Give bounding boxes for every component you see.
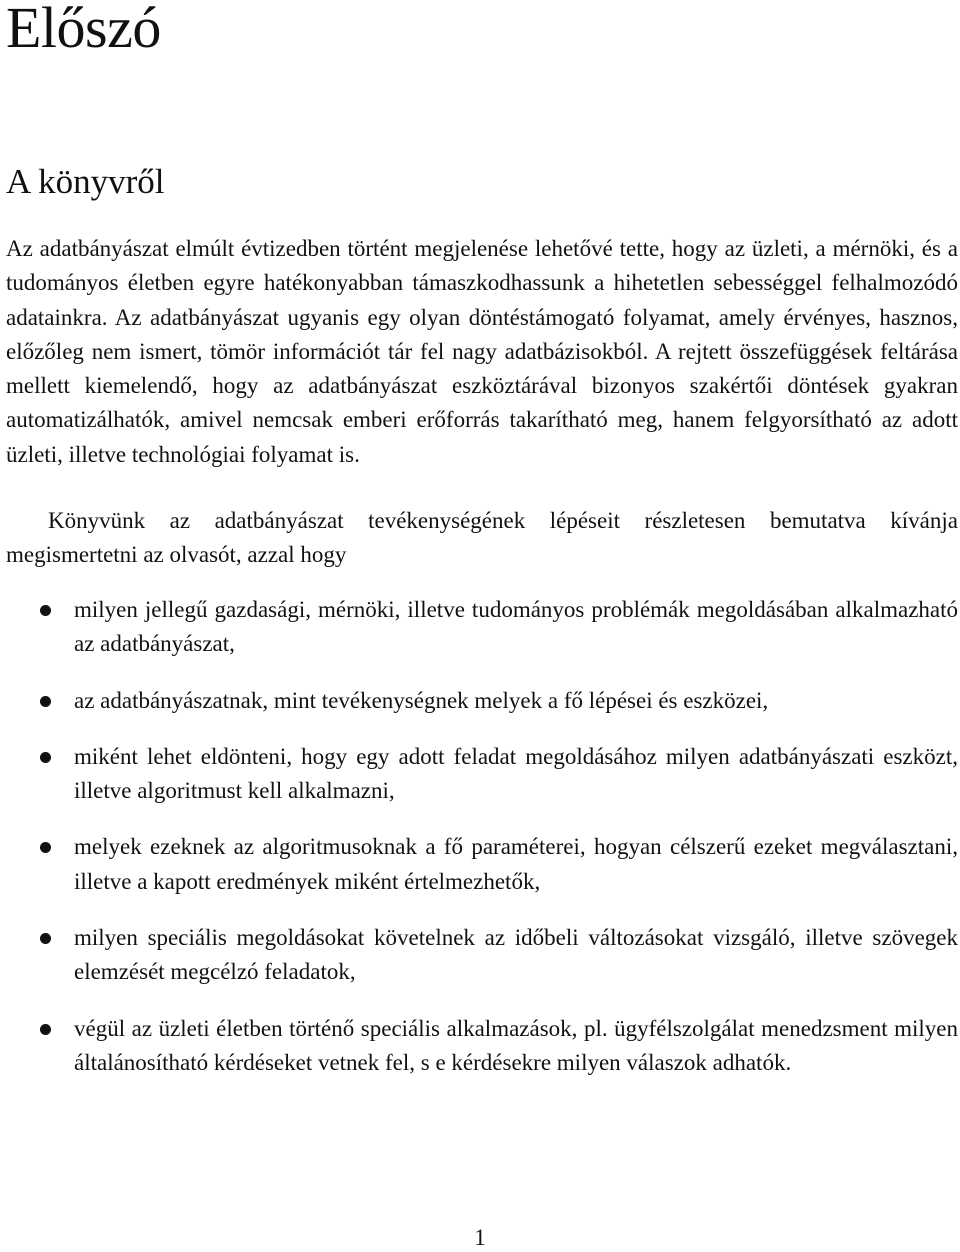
bullet-dot-icon bbox=[40, 1024, 51, 1035]
list-item-text: végül az üzleti életben történő speciális alkalmazások, pl. ügyfélszolgálat menedzsment milyen általánosítható kérdéseket vetnek fel, s e kérdésekre milyen válaszok adhatók. bbox=[74, 1015, 958, 1075]
book-goal-paragraph: Könyvünk az adatbányászat tevékenységének lépéseit részletesen bemutatva kívánja megismertetni az olvasót, azzal hogy bbox=[6, 508, 958, 568]
chapter-title: Előszó bbox=[6, 0, 161, 60]
list-item bbox=[0, 740, 960, 809]
intro-paragraph: Az adatbányászat elmúlt évtizedben történt megjelenése lehetővé tette, hogy az üzleti, a mérnöki, és a tudományos életben egyre hatékonyabban támaszkodhassunk a hihetetlen sebességgel felhalmozódó adatainkra. Az adatbányászat ugyanis egy olyan döntéstámogató folyamat, amely érvényes, hasznos, előzőleg nem ismert, tömör információt tár fel nagy adatbázisokból. A rejtett összefüggések feltárása mellett kiemelendő, hogy az adatbányászat eszköztárával bizonyos szakértői döntések gyakran automatizálhatók, amivel nemcsak emberi erőforrás takarítható meg, hanem felgyorsítható az adott üzleti, illetve technológiai folyamat is. bbox=[6, 236, 958, 467]
bullet-dot-icon bbox=[40, 752, 51, 763]
bullet-dot-icon bbox=[40, 605, 51, 616]
list-item-text: melyek ezeknek az algoritmusoknak a fő paraméterei, hogyan célszerű ezeket megválasztani, illetve a kapott eredmények miként értelmezhetők, bbox=[74, 834, 958, 894]
bullet-dot-icon bbox=[40, 842, 51, 853]
goals-list bbox=[0, 593, 960, 1102]
page-number: 1 bbox=[474, 1225, 486, 1250]
list-item bbox=[0, 1012, 960, 1081]
list-item-text: milyen jellegű gazdasági, mérnöki, illetve tudományos problémák megoldásában alkalmazható az adatbányászat, bbox=[74, 597, 958, 657]
list-item bbox=[0, 830, 960, 899]
bullet-dot-icon bbox=[40, 933, 51, 944]
list-item bbox=[0, 593, 960, 662]
list-item bbox=[0, 684, 960, 718]
list-item-text: milyen speciális megoldásokat követelnek az időbeli változásokat vizsgáló, illetve szövegek elemzését megcélzó feladatok, bbox=[74, 925, 958, 985]
list-item-text: az adatbányászatnak, mint tevékenységnek melyek a fő lépései és eszközei, bbox=[74, 687, 769, 713]
bullet-dot-icon bbox=[40, 696, 51, 707]
section-title: A könyvről bbox=[6, 162, 165, 201]
list-item-text: miként lehet eldönteni, hogy egy adott feladat megoldásához milyen adatbányászati eszközt, illetve algoritmust kell alkalmazni, bbox=[74, 743, 958, 804]
list-item bbox=[0, 921, 960, 990]
